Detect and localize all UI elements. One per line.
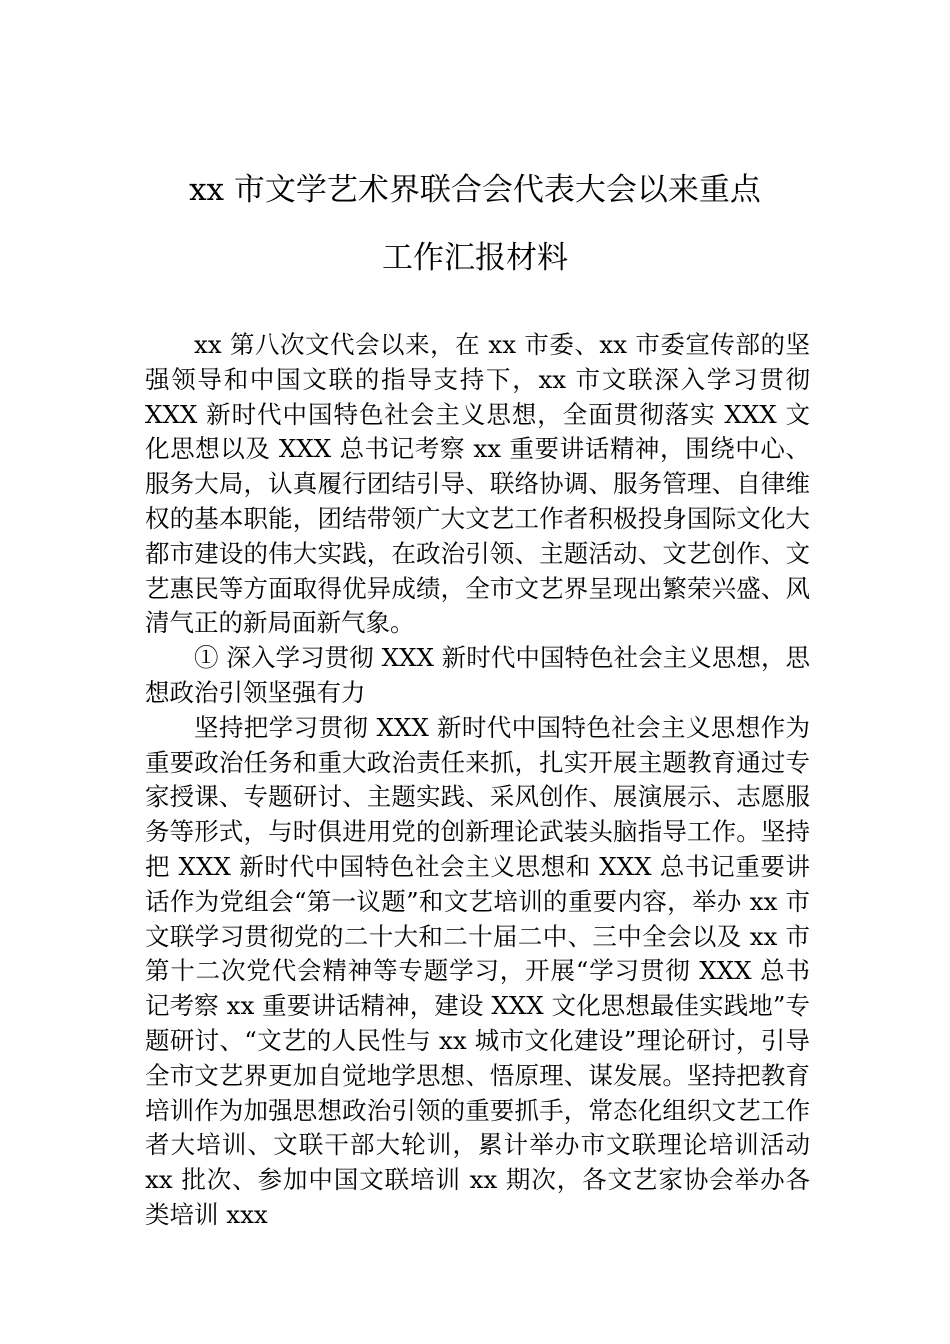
- section-1-paragraph: 坚持把学习贯彻 XXX 新时代中国特色社会主义思想作为重要政治任务和重大政治责任来抓，扎实开展主题教育通过专家授课、专题研讨、主题实践、采风创作、展演展示、志愿服务等形式，与时俱进用党的创新理论武装头脑指导工作。坚持把 XXX 新时代中国特色社会主义思想和 XXX 总书记重要讲话作为党组会“第一议题”和文艺培训的重要内容，举办 xx 市文联学习贯彻党的二十大和二十届二中、三中全会以及 xx 市第十二次党代会精神等专题学习，开展“学习贯彻 XXX 总书记考察 xx 重要讲话精神，建设 XXX 文化思想最佳实践地”专题研讨、“文艺的人民性与 xx 城市文化建设”理论研讨，引导全市文艺界更加自觉地学思想、悟原理、谋发展。坚持把教育培训作为加强思想政治引领的重要抓手，常态化组织文艺工作者大培训、文联干部大轮训，累计举办市文联理论培训活动 xx 批次、参加中国文联培训 xx 期次，各文艺家协会举办各类培训 xxx: [145, 712, 810, 1229]
- intro-paragraph: xx 第八次文代会以来，在 xx 市委、xx 市委宣传部的坚强领导和中国文联的指导支持下，xx 市文联深入学习贯彻 XXX 新时代中国特色社会主义思想，全面贯彻落实 XXX 文化思想以及 XXX 总书记考察 xx 重要讲话精神，围绕中心、服务大局，认真履行团结引导、联络协调、服务管理、自律维权的基本职能，团结带领广大文艺工作者积极投身国际文化大都市建设的伟大实践，在政治引领、主题活动、文艺创作、文艺惠民等方面取得优异成绩，全市文艺界呈现出繁荣兴盛、风清气正的新局面新气象。: [145, 330, 810, 638]
- document-title-line-2: 工作汇报材料: [382, 240, 568, 276]
- document-title-line-1: xx 市文学艺术界联合会代表大会以来重点: [189, 172, 761, 208]
- section-heading-1: ① 深入学习贯彻 XXX 新时代中国特色社会主义思想，思想政治引领坚强有力: [145, 643, 810, 707]
- document-body: [145, 328, 810, 1233]
